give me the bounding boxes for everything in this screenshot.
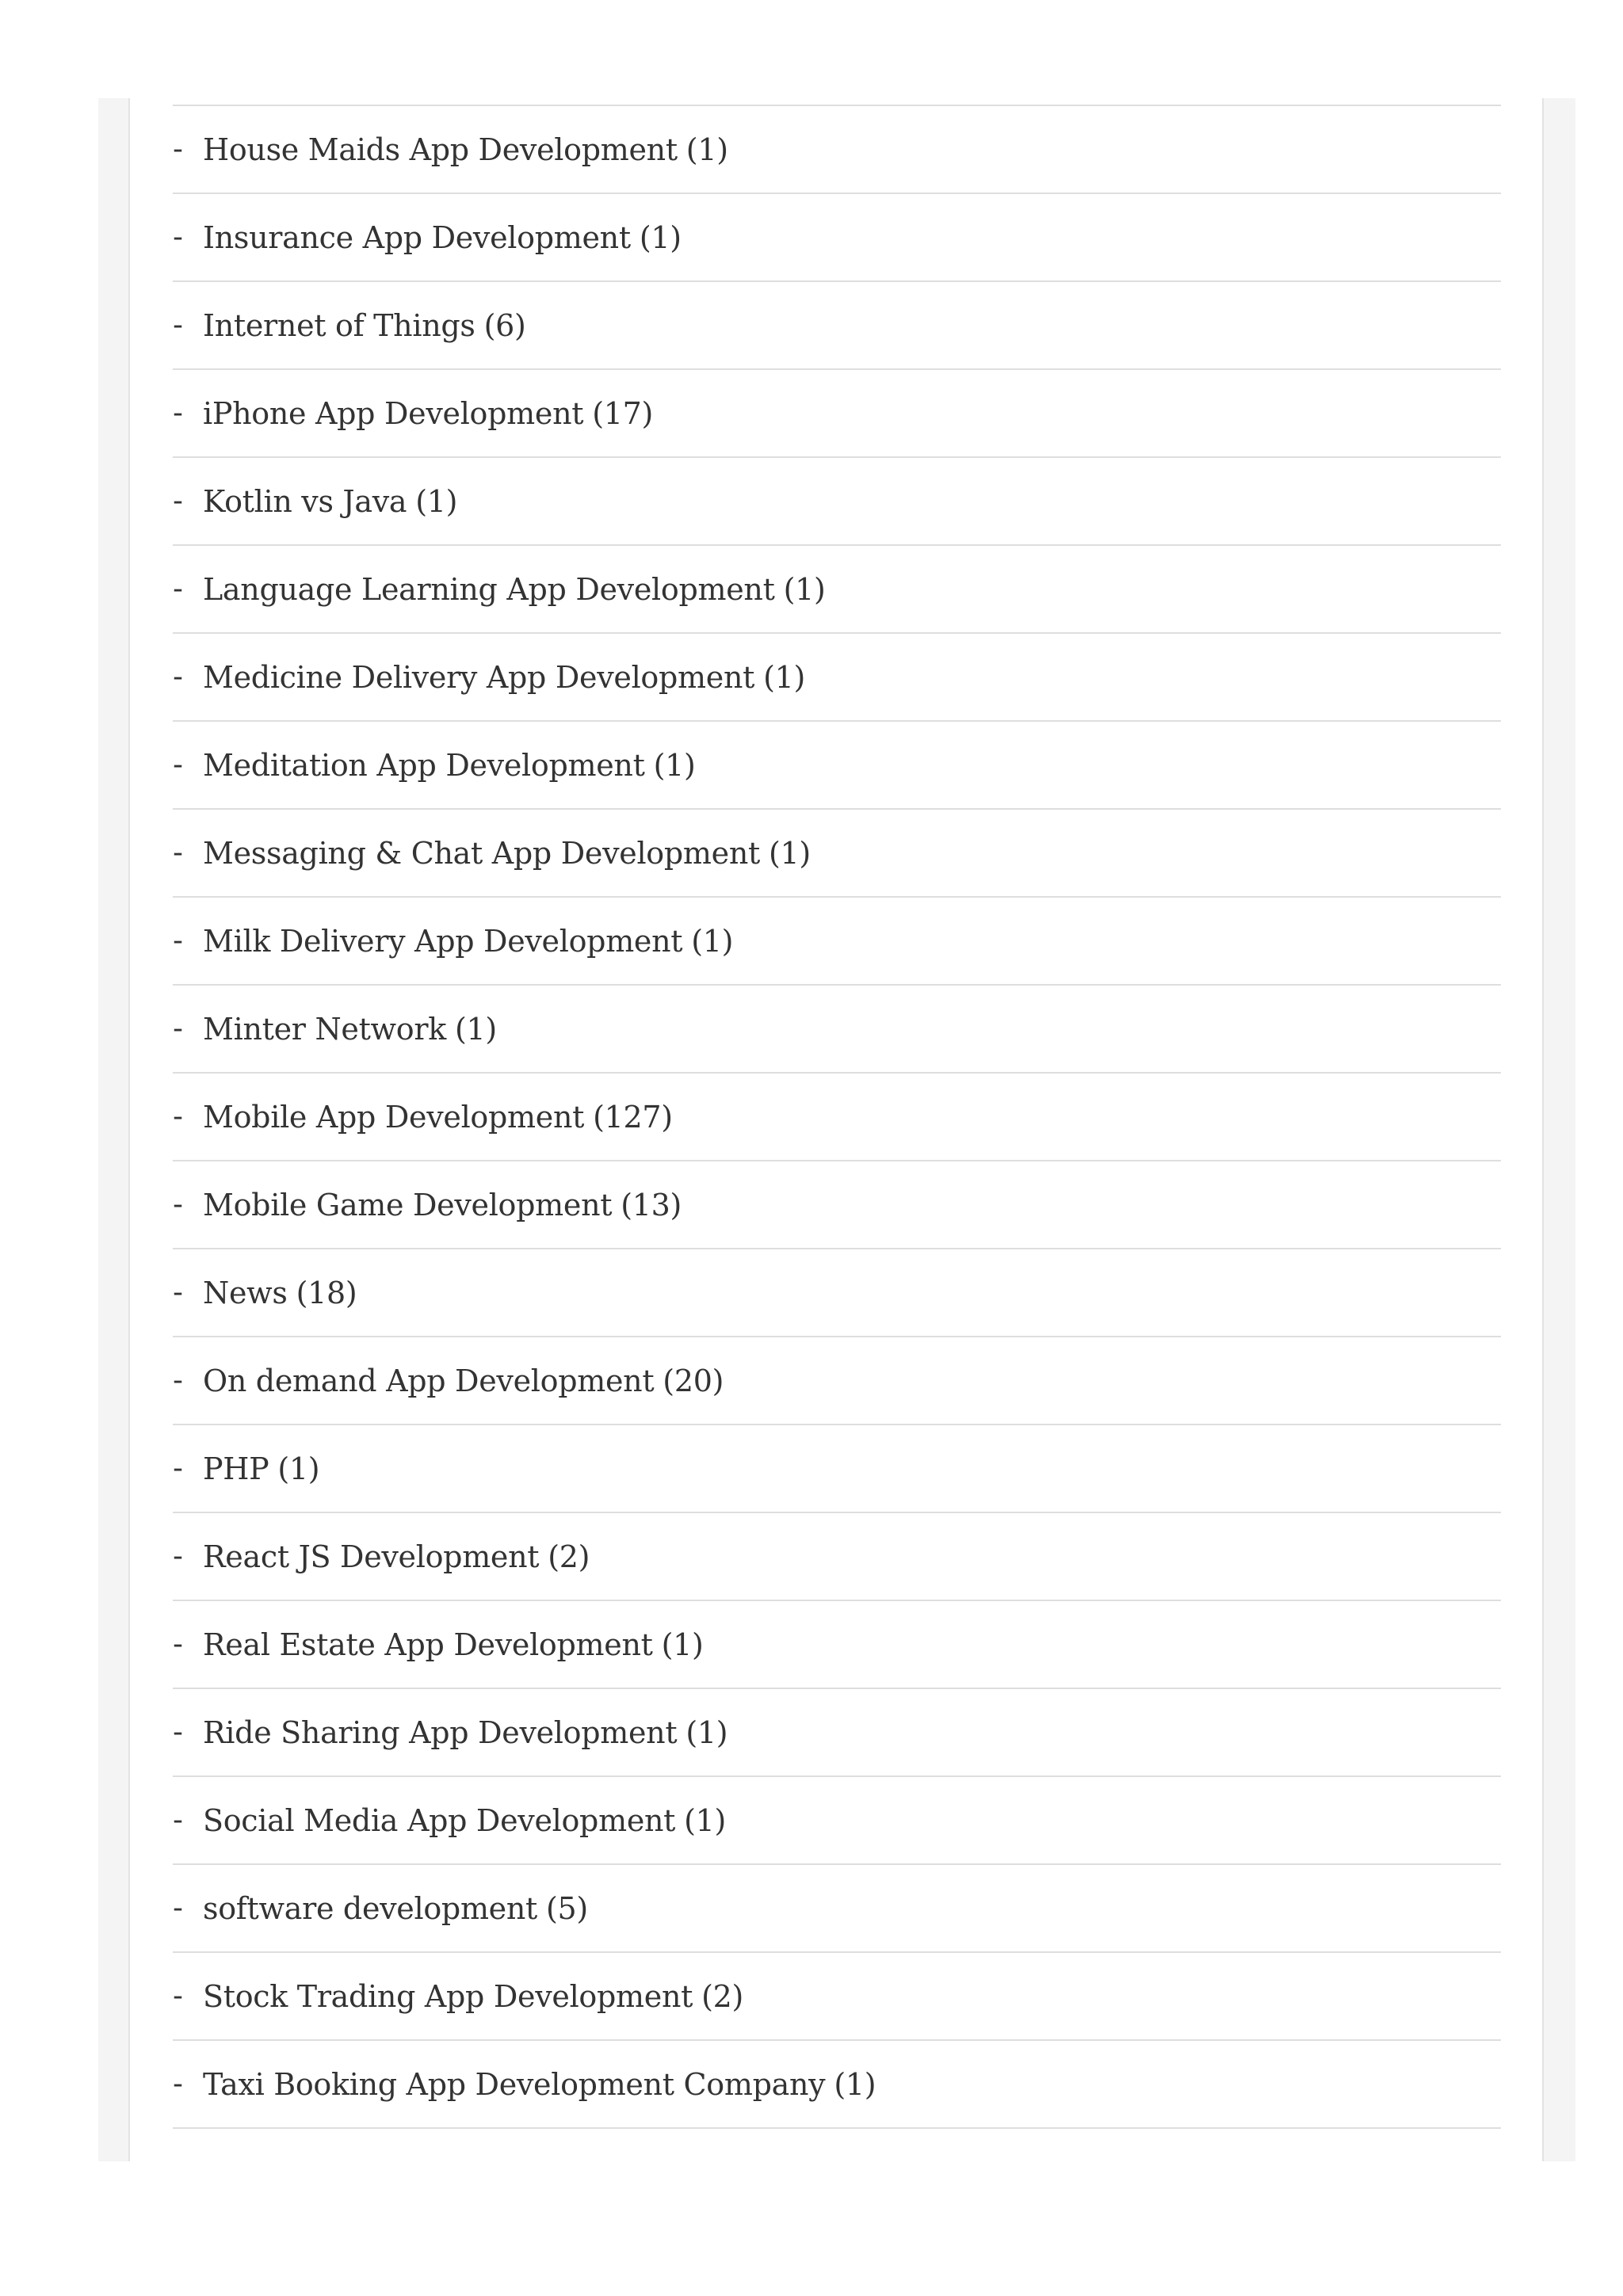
category-post-count: (6): [483, 307, 526, 343]
list-bullet-dash: -: [173, 1452, 183, 1485]
category-post-count: (1): [415, 483, 458, 519]
category-post-count: (1): [277, 1451, 320, 1486]
list-bullet-dash: -: [173, 573, 183, 605]
category-link[interactable]: House Maids App Development: [203, 132, 678, 167]
category-item: [173, 106, 1501, 194]
list-bullet-dash: -: [173, 837, 183, 869]
list-bullet-dash: -: [173, 397, 183, 429]
category-link[interactable]: PHP: [203, 1451, 269, 1486]
category-post-count: (1): [653, 747, 696, 783]
list-bullet-dash: -: [173, 1716, 183, 1749]
category-post-count: (5): [546, 1890, 588, 1926]
category-link[interactable]: Minter Network: [203, 1011, 446, 1047]
category-list: [173, 106, 1501, 2129]
category-item: [173, 1249, 1501, 1337]
category-item: [173, 722, 1501, 810]
category-item: [173, 810, 1501, 898]
list-bullet-dash: -: [173, 309, 183, 341]
category-item: [173, 546, 1501, 634]
category-link[interactable]: News: [203, 1275, 288, 1310]
category-item: [173, 1689, 1501, 1777]
category-post-count: (18): [296, 1275, 357, 1310]
category-link[interactable]: Medicine Delivery App Development: [203, 659, 755, 695]
category-link[interactable]: Messaging & Chat App Development: [203, 835, 760, 871]
category-link[interactable]: On demand App Development: [203, 1363, 655, 1398]
category-link[interactable]: Milk Delivery App Development: [203, 923, 683, 959]
category-post-count: (1): [834, 2066, 876, 2102]
category-item: [173, 1161, 1501, 1249]
category-link[interactable]: Mobile Game Development: [203, 1187, 613, 1222]
category-post-count: (1): [685, 132, 728, 167]
category-post-count: (1): [783, 571, 826, 607]
category-item: [173, 370, 1501, 458]
list-bullet-dash: -: [173, 1628, 183, 1661]
category-post-count: (20): [663, 1363, 724, 1398]
list-bullet-dash: -: [173, 925, 183, 957]
category-link[interactable]: Stock Trading App Development: [203, 1978, 693, 2014]
category-item: [173, 1865, 1501, 1953]
category-post-count: (17): [592, 395, 654, 431]
category-post-count: (1): [763, 659, 806, 695]
category-link[interactable]: Taxi Booking App Development Company: [203, 2066, 826, 2102]
list-bullet-dash: -: [173, 1013, 183, 1045]
category-post-count: (1): [661, 1627, 704, 1662]
category-item: [173, 1337, 1501, 1425]
category-link[interactable]: Social Media App Development: [203, 1802, 676, 1838]
category-item: [173, 986, 1501, 1074]
category-post-count: (127): [593, 1099, 673, 1135]
list-bullet-dash: -: [173, 661, 183, 693]
list-bullet-dash: -: [173, 749, 183, 781]
list-bullet-dash: -: [173, 1892, 183, 1924]
category-item: [173, 2041, 1501, 2129]
category-link[interactable]: Mobile App Development: [203, 1099, 585, 1135]
category-link[interactable]: Real Estate App Development: [203, 1627, 653, 1662]
list-bullet-dash: -: [173, 1100, 183, 1133]
category-post-count: (1): [639, 219, 682, 255]
category-post-count: (1): [768, 835, 811, 871]
category-item: [173, 1513, 1501, 1601]
category-post-count: (2): [548, 1539, 590, 1574]
category-link[interactable]: Meditation App Development: [203, 747, 645, 783]
list-bullet-dash: -: [173, 133, 183, 166]
category-item: [173, 282, 1501, 370]
category-post-count: (1): [685, 1714, 728, 1750]
category-item: [173, 898, 1501, 986]
list-bullet-dash: -: [173, 1980, 183, 2012]
list-bullet-dash: -: [173, 1364, 183, 1397]
list-bullet-dash: -: [173, 1276, 183, 1309]
categories-widget: [173, 105, 1501, 2129]
list-bullet-dash: -: [173, 221, 183, 254]
category-item: [173, 1425, 1501, 1513]
category-post-count: (1): [691, 923, 734, 959]
category-post-count: (1): [454, 1011, 497, 1047]
category-item: [173, 194, 1501, 282]
list-bullet-dash: -: [173, 1804, 183, 1836]
category-item: [173, 1953, 1501, 2041]
category-link[interactable]: iPhone App Development: [203, 395, 584, 431]
category-item: [173, 634, 1501, 722]
right-page-gutter: [1542, 98, 1575, 2161]
category-post-count: (1): [684, 1802, 727, 1838]
category-item: [173, 1074, 1501, 1161]
category-link[interactable]: Language Learning App Development: [203, 571, 775, 607]
list-bullet-dash: -: [173, 1540, 183, 1573]
category-item: [173, 1777, 1501, 1865]
category-post-count: (2): [701, 1978, 744, 2014]
left-page-gutter: [98, 98, 130, 2161]
category-item: [173, 1601, 1501, 1689]
list-bullet-dash: -: [173, 485, 183, 517]
category-link[interactable]: software development: [203, 1890, 538, 1926]
category-link[interactable]: Ride Sharing App Development: [203, 1714, 678, 1750]
category-link[interactable]: Internet of Things: [203, 307, 475, 343]
category-link[interactable]: Kotlin vs Java: [203, 483, 407, 519]
category-link[interactable]: Insurance App Development: [203, 219, 631, 255]
category-link[interactable]: React JS Development: [203, 1539, 540, 1574]
list-bullet-dash: -: [173, 2068, 183, 2100]
category-item: [173, 458, 1501, 546]
list-bullet-dash: -: [173, 1188, 183, 1221]
category-post-count: (13): [621, 1187, 682, 1222]
